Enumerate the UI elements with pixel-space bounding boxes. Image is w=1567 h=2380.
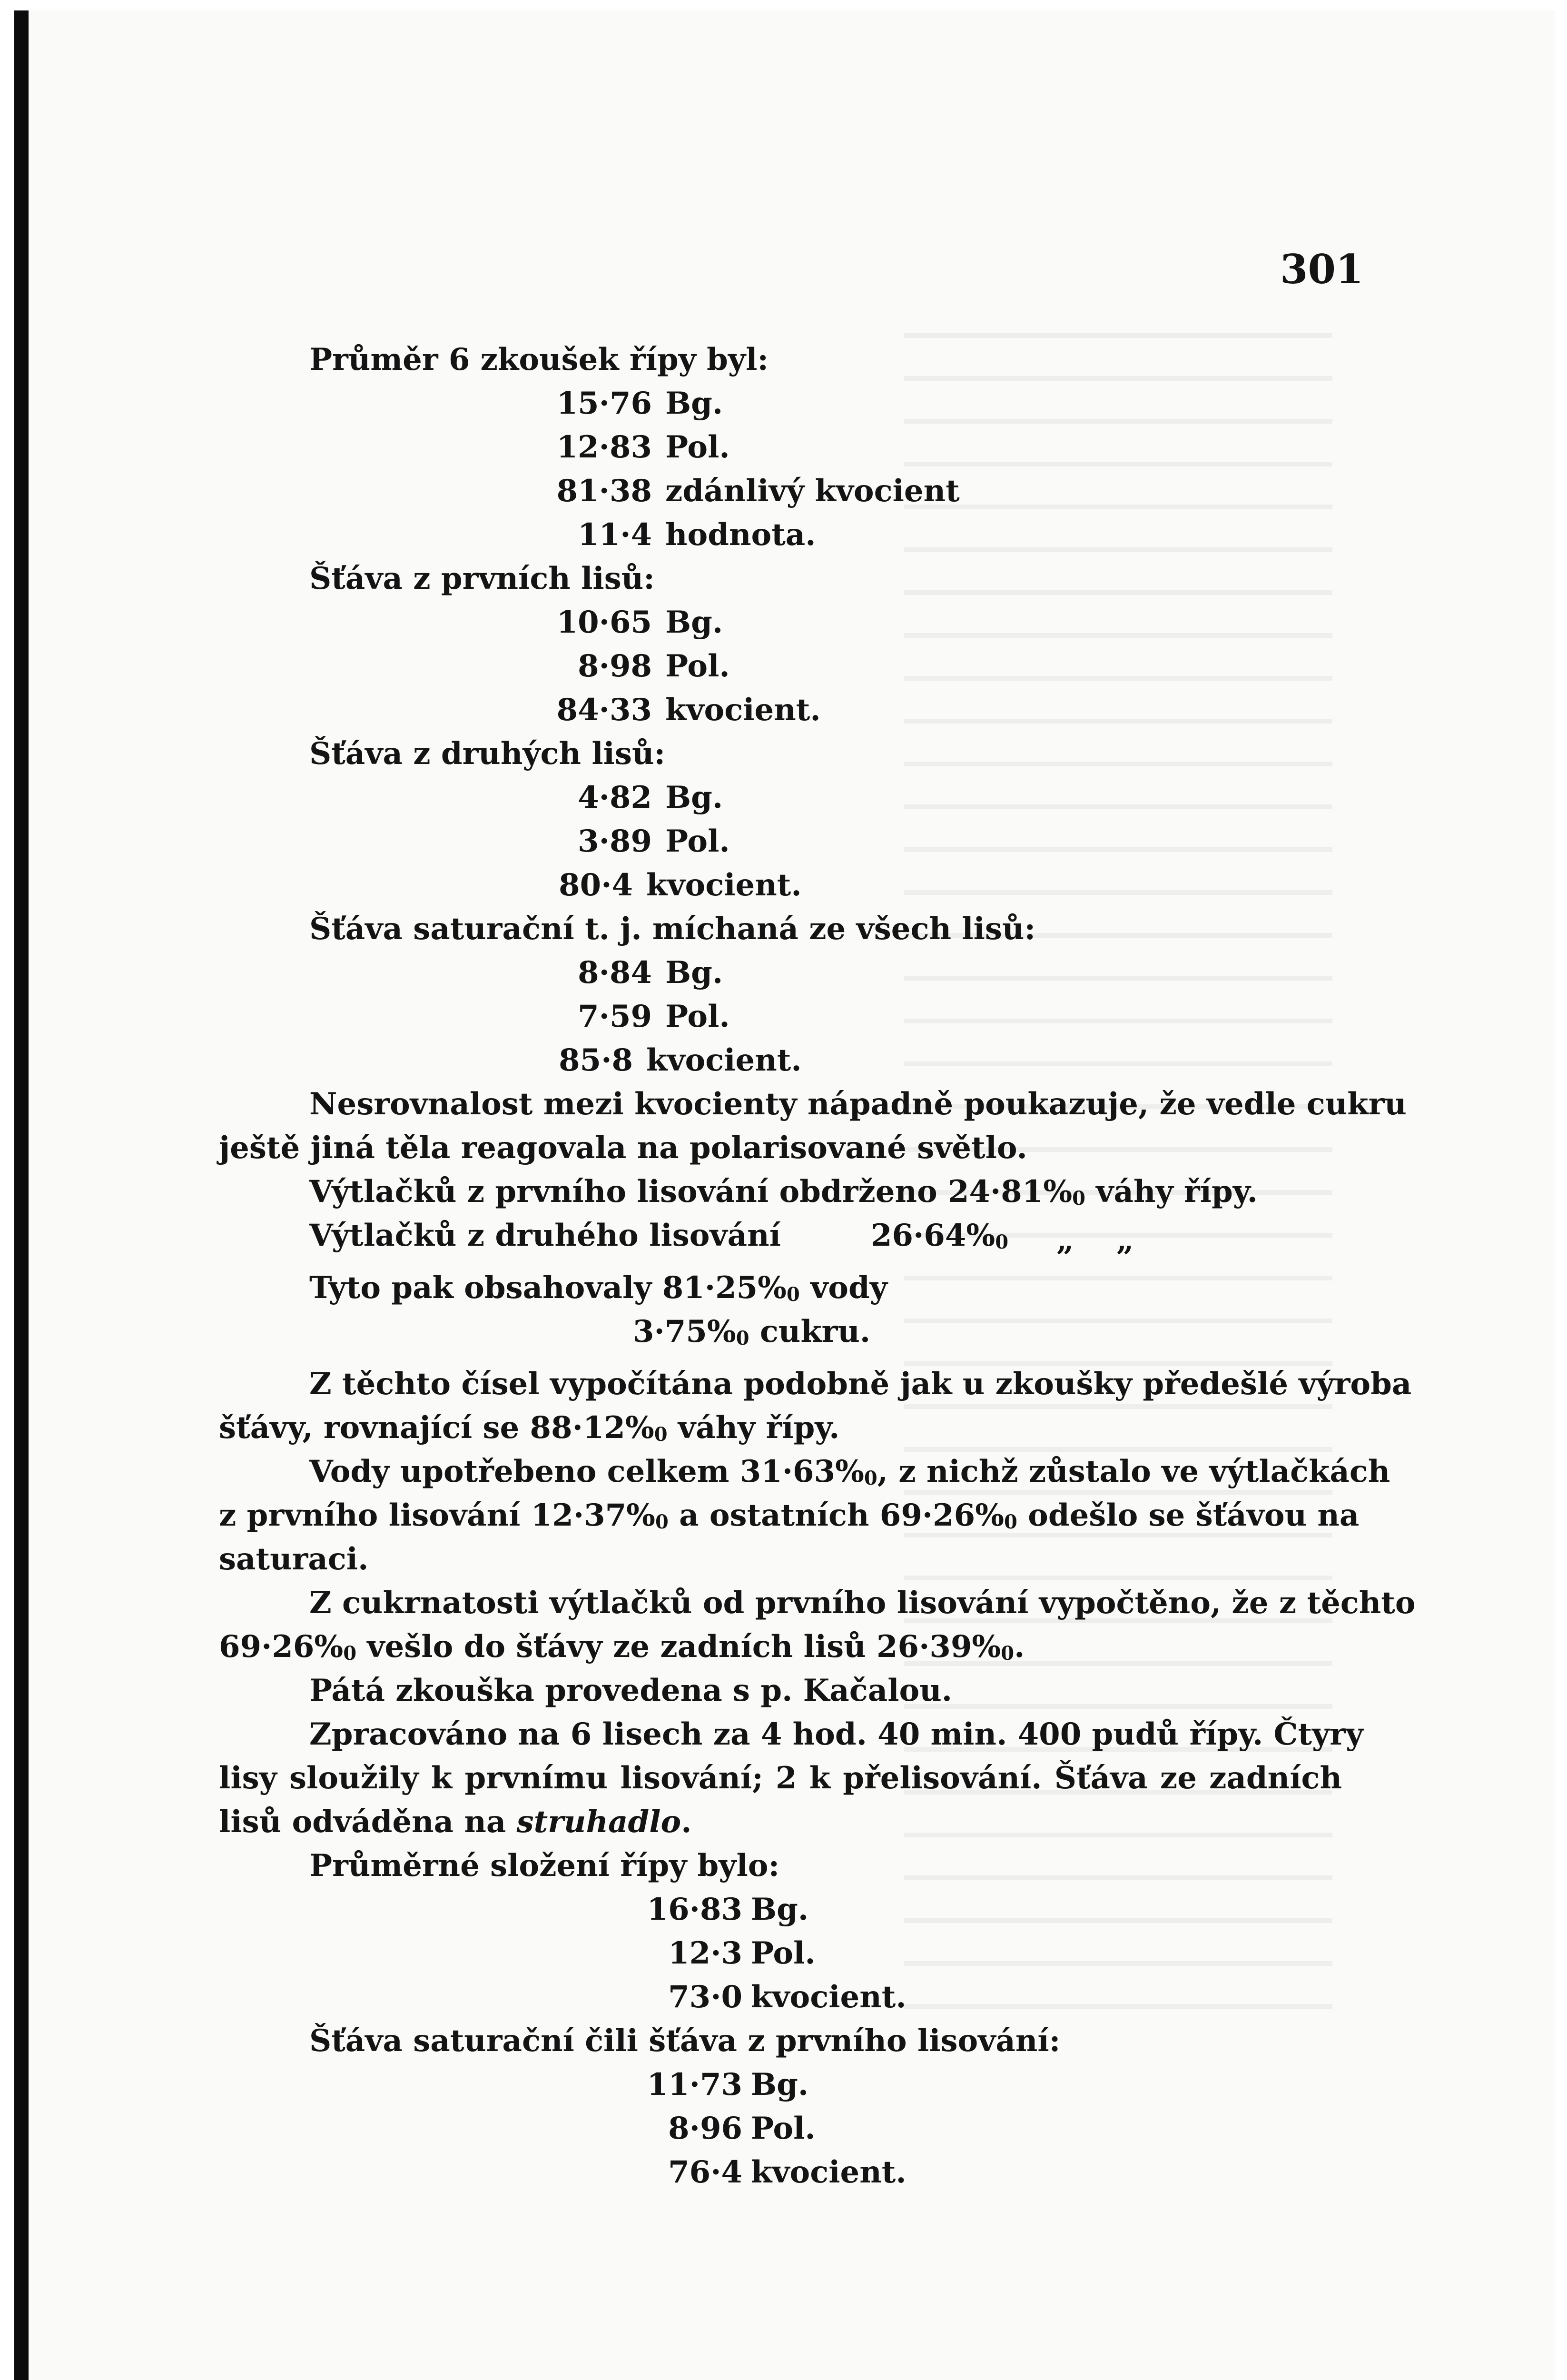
label: Bg. <box>665 955 723 991</box>
value: 8·98 <box>578 648 652 684</box>
label: Pol. <box>665 648 730 684</box>
value: 7·59 <box>578 999 652 1034</box>
average-heading: Průměr 6 zkoušek řípy byl: <box>309 342 769 377</box>
value: 11·4 <box>578 517 652 553</box>
label: kvocient. <box>646 867 802 903</box>
label: kvocient. <box>646 1042 802 1078</box>
value: 4·82 <box>578 780 652 815</box>
paragraph-line: lisy sloužily k prvnímu lisování; 2 k přelisování. Šťáva ze zadních <box>219 1760 1342 1796</box>
paragraph-line: lisů odváděna na struhadlo. <box>219 1804 692 1840</box>
paragraph-line: Výtlačků z prvního lisování obdrženo $24\cdot 81\%_0$ váhy řípy. <box>309 1174 1258 1210</box>
juice-heading: Šťáva saturační čili šťáva z prvního lisování: <box>309 2023 1061 2059</box>
second-press-heading: Šťáva z druhých lisů: <box>309 736 666 772</box>
paragraph-line: Zpracováno na 6 lisech za 4 hod. 40 min. 400 pudů řípy. Čtyry <box>309 1716 1364 1752</box>
label: zdánlivý kvocient <box>665 473 960 509</box>
paragraph-line: Nesrovnalost mezi kvocienty nápadně poukazuje, že vedle cukru <box>309 1086 1407 1122</box>
label: Bg. <box>751 2067 809 2102</box>
paragraph-line: Tyto pak obsahovaly $81\cdot 25\%_0$ vody <box>309 1270 887 1306</box>
ditto-marks: „ „ <box>1056 1222 1134 1258</box>
label: kvocient. <box>751 2154 907 2190</box>
label: Pol. <box>751 2111 816 2146</box>
percent-value: $26\cdot 64\%_0$ <box>871 1218 1009 1253</box>
label: Bg. <box>665 605 723 640</box>
paragraph-line: Pátá zkouška provedena s p. Kačalou. <box>309 1673 952 1708</box>
label: Bg. <box>751 1892 809 1927</box>
value: 81·38 <box>556 473 652 509</box>
label: Pol. <box>665 999 730 1034</box>
label: Pol. <box>751 1935 816 1971</box>
paragraph-line: Výtlačků z druhého lisování <box>309 1218 781 1253</box>
value: 12·83 <box>556 429 652 465</box>
beet-heading: Průměrné složení řípy bylo: <box>309 1848 780 1884</box>
paragraph-line: $69\cdot 26\%_0$ vešlo do šťávy ze zadních lisů $26\cdot 39\%_0$. <box>219 1629 1025 1665</box>
paragraph-line: Z těchto čísel vypočítána podobně jak u zkoušky předešlé výroba <box>309 1366 1412 1402</box>
label: hodnota. <box>665 517 816 553</box>
value: 10·65 <box>556 605 652 640</box>
label: kvocient. <box>751 1979 907 2015</box>
value: 80·4 <box>559 867 633 903</box>
value: 76·4 <box>668 2154 742 2190</box>
paragraph-line: Z cukrnatosti výtlačků od prvního lisování vypočtěno, že z těchto <box>309 1585 1416 1621</box>
paragraph-line: $3\cdot 75\%_0$ cukru. <box>633 1314 871 1349</box>
paragraph-line: Vody upotřebeno celkem $31\cdot 63\%_0$, z nichž zůstalo ve výtlačkách <box>309 1454 1390 1489</box>
saturation-heading: Šťáva saturační t. j. míchaná ze všech lisů: <box>309 911 1036 947</box>
value: 85·8 <box>559 1042 633 1078</box>
label: Pol. <box>665 823 730 859</box>
value: 11·73 <box>647 2067 742 2102</box>
value: 73·0 <box>668 1979 742 2015</box>
value: 8·84 <box>578 955 652 991</box>
label: Bg. <box>665 386 723 421</box>
paragraph-line: ještě jiná těla reagovala na polarisované světlo. <box>219 1130 1027 1166</box>
label: Pol. <box>665 429 730 465</box>
value: 12·3 <box>668 1935 742 1971</box>
value: 15·76 <box>556 386 652 421</box>
label: kvocient. <box>665 692 821 728</box>
paragraph-line: šťávy, rovnající se $88\cdot 12\%_0$ váhy řípy. <box>219 1410 840 1446</box>
value: 84·33 <box>556 692 652 728</box>
value: 16·83 <box>647 1892 742 1927</box>
value: 8·96 <box>668 2111 742 2146</box>
value: 3·89 <box>578 823 652 859</box>
label: Bg. <box>665 780 723 815</box>
first-press-heading: Šťáva z prvních lisů: <box>309 561 655 596</box>
paragraph-line: z prvního lisování $12\cdot 37\%_0$ a ostatních $69\cdot 26\%_0$ odešlo se šťávou na <box>219 1497 1360 1533</box>
page-number: 301 <box>1280 246 1364 293</box>
paragraph-line: saturaci. <box>219 1541 369 1577</box>
